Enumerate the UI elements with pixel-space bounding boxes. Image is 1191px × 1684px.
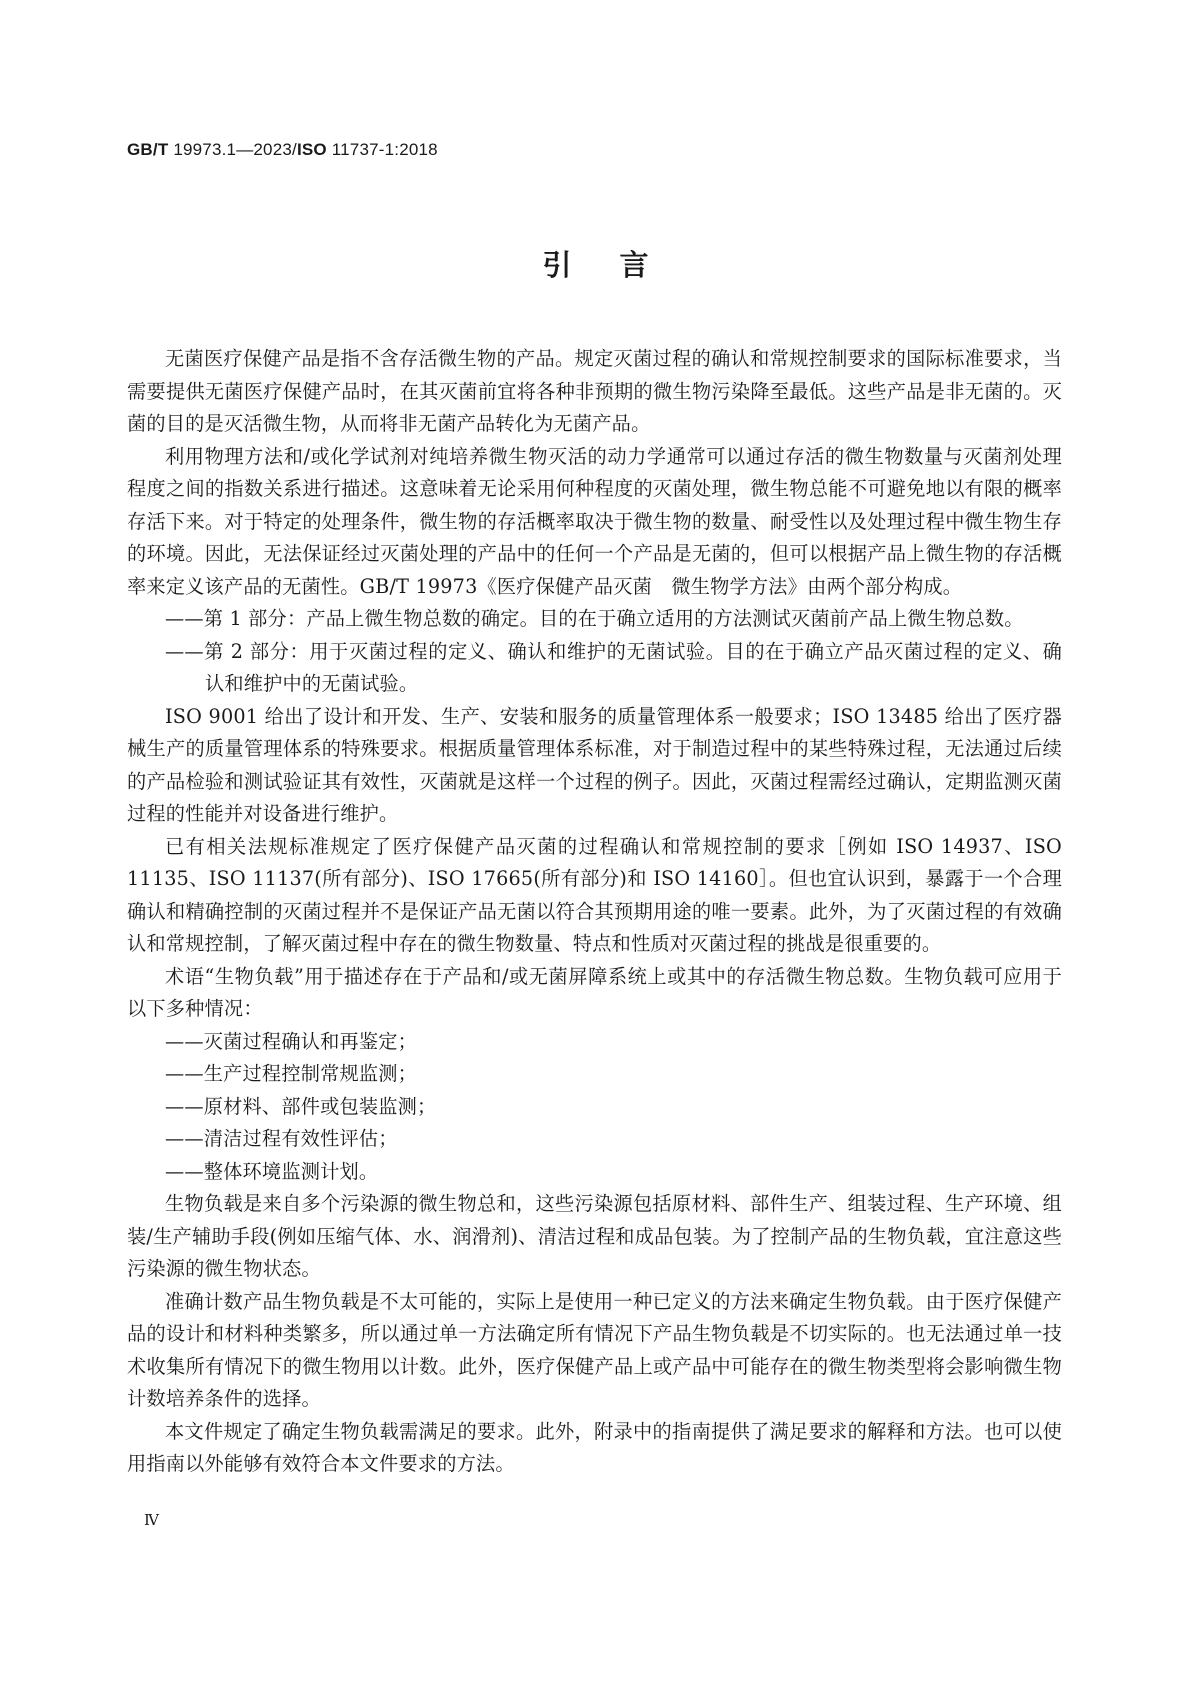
- code-iso-number: 11737-1:2018: [326, 140, 438, 159]
- list-item: ——灭菌过程确认和再鉴定；: [165, 1029, 418, 1053]
- paragraph: 利用物理方法和/或化学试剂对纯培养微生物灭活的动力学通常可以通过存活的微生物数量与灭菌剂处理程度之间的指数关系进行描述。这意味着无论采用何种程度的灭菌处理，微生物总能不可避免地以有限的概率存活下来。对于特定的处理条件，微生物的存活概率取决于微生物的数量、耐受性以及处理过程中微生物生存的环境。因此，无法保证经过灭菌处理的产品中的任何一个产品是无菌的，但可以根据产品上微生物的存活概率来定义该产品的无菌性。GB/T 19973《医疗保健产品灭菌 微生物学方法》由两个部分构成。: [127, 444, 1062, 598]
- list-item: ——第 1 部分：产品上微生物总数的确定。目的在于确立适用的方法测试灭菌前产品上微生物总数。: [165, 607, 1024, 630]
- page-number: Ⅳ: [144, 1511, 159, 1529]
- paragraph: 准确计数产品生物负载是不太可能的，实际上是使用一种已定义的方法来确定生物负载。由于医疗保健产品的设计和材料种类繁多，所以通过单一方法确定所有情况下产品生物负载是不切实际的。也无法通过单一技术收集所有情况下的微生物用以计数。此外，医疗保健产品上或产品中可能存在的微生物类型将会影响微生物计数培养条件的选择。: [127, 1289, 1062, 1410]
- list-item: ——生产过程控制常规监测；: [165, 1062, 418, 1085]
- list-item: ——整体环境监测计划。: [165, 1159, 379, 1183]
- paragraph: 术语“生物负载”用于描述存在于产品和/或无菌屏障系统上或其中的存活微生物总数。生物负载可应用于以下多种情况：: [127, 964, 1062, 1020]
- page-title: 引言: [542, 248, 697, 282]
- code-prefix: GB/T: [127, 140, 169, 159]
- paragraph: 已有相关法规标准规定了医疗保健产品灭菌的过程确认和常规控制的要求［例如 ISO 14937、ISO 11135、ISO 11137(所有部分)、ISO 17665(所有部分)和 ISO 14160］。但也宜认识到，暴露于一个合理确认和精确控制的灭菌过程并不是保证产品无菌以符合其预期用途的唯一要素。此外，为了灭菌过程的有效确认和常规控制，了解灭菌过程中存在的微生物数量、特点和性质对灭菌过程的挑战是很重要的。: [127, 834, 1062, 955]
- list-item: ——第 2 部分：用于灭菌过程的定义、确认和维护的无菌试验。目的在于确立产品灭菌过程的定义、确认和维护中的无菌试验。: [165, 639, 1062, 695]
- list-item: ——原材料、部件或包装监测；: [165, 1094, 437, 1118]
- list-item: ——清洁过程有效性评估；: [165, 1127, 398, 1150]
- code-iso: ISO: [296, 140, 327, 159]
- paragraph: 本文件规定了确定生物负载需满足的要求。此外，附录中的指南提供了满足要求的解释和方法。也可以使用指南以外能够有效符合本文件要求的方法。: [127, 1419, 1062, 1475]
- paragraph: 无菌医疗保健产品是指不含存活微生物的产品。规定灭菌过程的确认和常规控制要求的国际标准要求，当需要提供无菌医疗保健产品时，在其灭菌前宜将各种非预期的微生物污染降至最低。这些产品是非无菌的。灭菌的目的是灭活微生物，从而将非无菌产品转化为无菌产品。: [127, 347, 1062, 435]
- document-code: [127, 140, 438, 160]
- code-number: 19973.1—2023/: [168, 140, 297, 159]
- paragraph: 生物负载是来自多个污染源的微生物总和，这些污染源包括原材料、部件生产、组装过程、生产环境、组装/生产辅助手段(例如压缩气体、水、润滑剂)、清洁过程和成品包装。为了控制产品的生物负载，宜注意这些污染源的微生物状态。: [127, 1192, 1062, 1280]
- paragraph: ISO 9001 给出了设计和开发、生产、安装和服务的质量管理体系一般要求；ISO 13485 给出了医疗器械生产的质量管理体系的特殊要求。根据质量管理体系标准，对于制造过程中的某些特殊过程，无法通过后续的产品检验和测试验证其有效性，灭菌就是这样一个过程的例子。因此，灭菌过程需经过确认，定期监测灭菌过程的性能并对设备进行维护。: [127, 704, 1062, 825]
- introduction-body: [127, 343, 1062, 1481]
